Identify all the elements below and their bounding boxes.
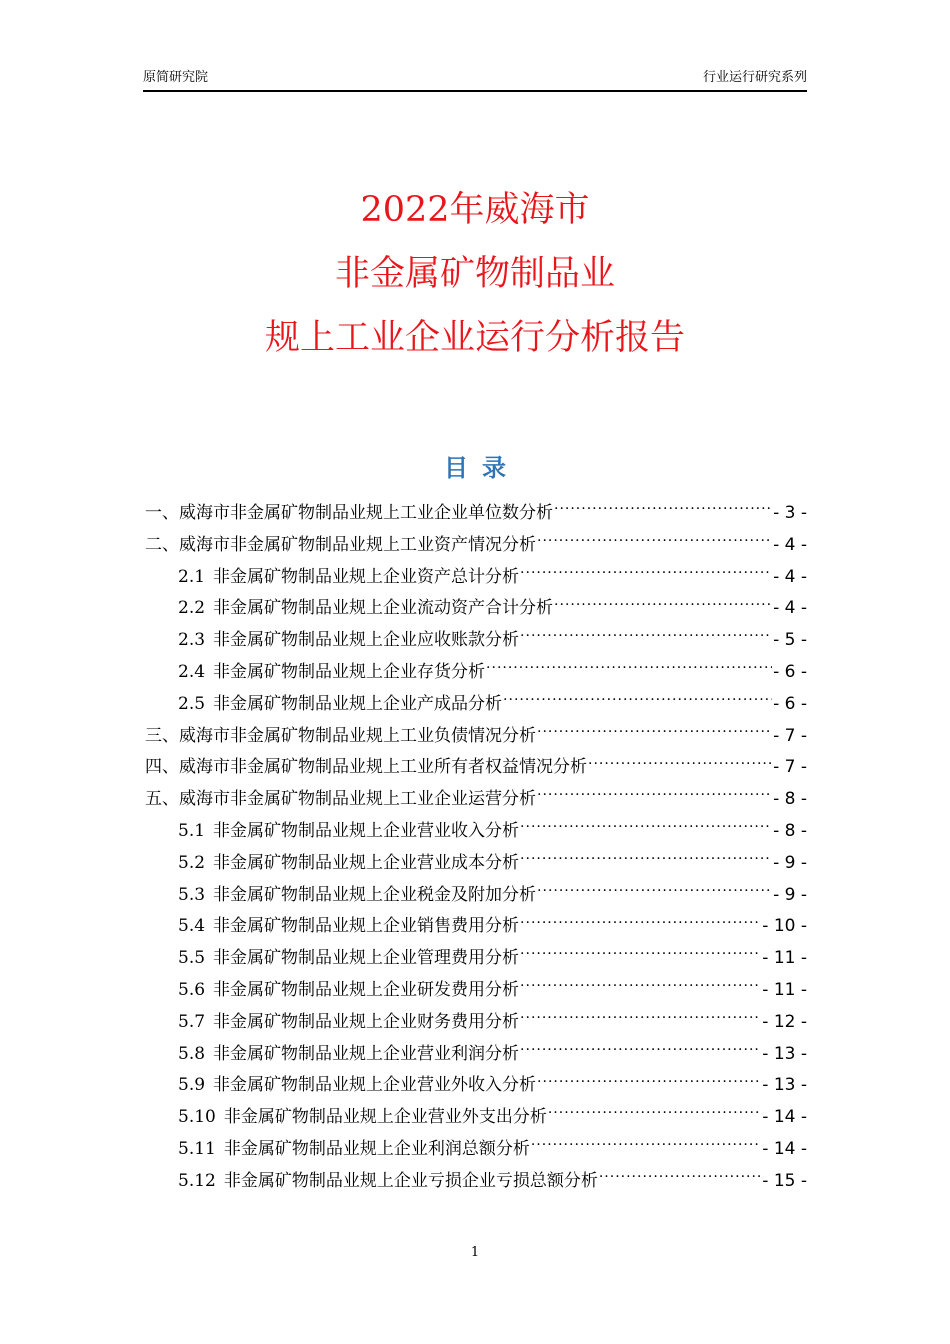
toc-entry[interactable] <box>145 848 807 880</box>
toc-dot-leader <box>503 689 772 709</box>
toc-entry-number: 5.11 <box>178 1138 216 1159</box>
toc-entry-page: - 6 - <box>773 693 807 714</box>
toc-entry-page: - 15 - <box>762 1170 807 1191</box>
toc-entry-page: - 7 - <box>773 725 807 746</box>
toc-entry-number: 5.6 <box>178 979 206 1000</box>
toc-entry[interactable] <box>145 530 807 562</box>
toc-entry-page: - 8 - <box>773 789 807 810</box>
title-line-1: 2022年威海市 <box>360 190 590 230</box>
toc-entry[interactable] <box>145 880 807 912</box>
report-title <box>0 178 950 370</box>
toc-dot-leader <box>599 1166 761 1186</box>
toc-entry-label: 非金属矿物制品业规上企业营业利润分析 <box>213 1043 520 1064</box>
toc-entry-label: 二、威海市非金属矿物制品业规上工业资产情况分析 <box>145 534 536 555</box>
toc-dot-leader <box>520 562 772 582</box>
table-of-contents <box>145 498 807 1198</box>
toc-entry-number: 5.4 <box>178 916 206 937</box>
toc-entry-page: - 12 - <box>762 1011 807 1032</box>
page-number: 1 <box>470 1245 480 1260</box>
toc-entry-page: - 4 - <box>773 598 807 619</box>
toc-entry-page: - 14 - <box>762 1138 807 1159</box>
page-header <box>143 66 807 92</box>
header-series: 行业运行研究系列 <box>702 70 807 85</box>
toc-entry-label: 五、威海市非金属矿物制品业规上工业企业运营分析 <box>145 789 536 810</box>
toc-entry-label: 非金属矿物制品业规上企业营业外收入分析 <box>213 1075 537 1096</box>
toc-entry[interactable] <box>145 1070 807 1102</box>
toc-entry[interactable] <box>145 1134 807 1166</box>
title-line-3: 规上工业企业运行分析报告 <box>264 318 685 358</box>
toc-entry-page: - 4 - <box>773 566 807 587</box>
toc-entry-number: 5.7 <box>178 1011 206 1032</box>
toc-dot-leader <box>520 1039 761 1059</box>
toc-dot-leader <box>531 1134 761 1154</box>
toc-entry[interactable] <box>145 943 807 975</box>
toc-entry-label: 非金属矿物制品业规上企业产成品分析 <box>213 693 503 714</box>
toc-entry-number: 5.10 <box>178 1107 216 1128</box>
toc-dot-leader <box>520 975 761 995</box>
toc-entry-label: 四、威海市非金属矿物制品业规上工业所有者权益情况分析 <box>145 757 587 778</box>
toc-dot-leader <box>537 1070 761 1090</box>
toc-entry-number: 5.3 <box>178 884 206 905</box>
toc-entry[interactable] <box>145 721 807 753</box>
header-publisher: 原简研究院 <box>143 70 209 85</box>
toc-entry-page: - 11 - <box>762 948 807 969</box>
toc-entry[interactable] <box>145 911 807 943</box>
toc-dot-leader <box>554 498 772 518</box>
toc-entry[interactable] <box>145 1007 807 1039</box>
toc-entry[interactable] <box>145 689 807 721</box>
toc-dot-leader <box>520 848 772 868</box>
toc-entry-page: - 6 - <box>773 661 807 682</box>
toc-entry-page: - 3 - <box>773 503 807 523</box>
toc-entry-label: 非金属矿物制品业规上企业销售费用分析 <box>213 916 520 937</box>
toc-entry[interactable] <box>145 752 807 784</box>
toc-dot-leader <box>537 880 772 900</box>
toc-entry-number: 5.8 <box>178 1043 206 1064</box>
toc-dot-leader <box>537 530 772 550</box>
toc-entry-number: 2.4 <box>178 661 206 682</box>
toc-entry-page: - 11 - <box>762 979 807 1000</box>
toc-dot-leader <box>537 784 772 804</box>
toc-entry[interactable] <box>145 784 807 816</box>
toc-entry[interactable] <box>145 975 807 1007</box>
toc-entry-label: 非金属矿物制品业规上企业流动资产合计分析 <box>213 598 554 619</box>
toc-entry-number: 5.12 <box>178 1170 216 1191</box>
toc-entry-page: - 5 - <box>773 630 807 651</box>
toc-heading: 目录 <box>444 454 520 482</box>
toc-entry-label: 非金属矿物制品业规上企业营业收入分析 <box>213 820 520 841</box>
toc-dot-leader <box>520 816 772 836</box>
toc-dot-leader <box>486 657 772 677</box>
toc-entry[interactable] <box>145 593 807 625</box>
toc-dot-leader <box>520 1007 761 1027</box>
toc-entry[interactable] <box>145 816 807 848</box>
toc-entry-page: - 9 - <box>773 884 807 905</box>
toc-entry-label: 非金属矿物制品业规上企业财务费用分析 <box>213 1011 520 1032</box>
toc-entry-label: 非金属矿物制品业规上企业营业外支出分析 <box>223 1107 547 1128</box>
toc-entry-page: - 9 - <box>773 852 807 873</box>
toc-entry[interactable] <box>145 1102 807 1134</box>
toc-entry[interactable] <box>145 625 807 657</box>
toc-dot-leader <box>520 943 761 963</box>
toc-entry-number: 2.3 <box>178 630 206 651</box>
toc-entry-page: - 4 - <box>773 534 807 555</box>
toc-entry-label: 非金属矿物制品业规上企业管理费用分析 <box>213 948 520 969</box>
toc-entry-number: 2.2 <box>178 598 206 619</box>
toc-dot-leader <box>520 625 772 645</box>
toc-entry-label: 非金属矿物制品业规上企业利润总额分析 <box>223 1138 530 1159</box>
toc-entry-label: 非金属矿物制品业规上企业营业成本分析 <box>213 852 520 873</box>
toc-entry-number: 5.1 <box>178 820 206 841</box>
toc-dot-leader <box>588 752 772 772</box>
toc-entry-label: 非金属矿物制品业规上企业资产总计分析 <box>213 566 520 587</box>
toc-entry-page: - 14 - <box>762 1107 807 1128</box>
toc-entry-page: - 8 - <box>773 820 807 841</box>
toc-entry[interactable] <box>145 562 807 594</box>
toc-entry-label: 非金属矿物制品业规上企业存货分析 <box>213 661 486 682</box>
toc-dot-leader <box>548 1102 761 1122</box>
toc-entry-page: - 10 - <box>762 916 807 937</box>
toc-entry-number: 2.1 <box>178 566 206 587</box>
toc-entry-number: 5.5 <box>178 948 206 969</box>
toc-entry-page: - 13 - <box>762 1043 807 1064</box>
toc-entry-number: 5.9 <box>178 1075 206 1096</box>
toc-dot-leader <box>520 911 761 931</box>
toc-entry[interactable] <box>145 657 807 689</box>
toc-entry-label: 非金属矿物制品业规上企业税金及附加分析 <box>213 884 537 905</box>
toc-entry-label: 非金属矿物制品业规上企业应收账款分析 <box>213 630 520 651</box>
toc-entry-label: 非金属矿物制品业规上企业亏损企业亏损总额分析 <box>223 1170 598 1191</box>
toc-entry-page: - 13 - <box>762 1075 807 1096</box>
toc-entry[interactable] <box>145 1166 807 1198</box>
toc-entry-label: 三、威海市非金属矿物制品业规上工业负债情况分析 <box>145 725 536 746</box>
toc-dot-leader <box>554 593 772 613</box>
toc-entry-label: 非金属矿物制品业规上企业研发费用分析 <box>213 979 520 1000</box>
toc-dot-leader <box>537 721 772 741</box>
title-line-2: 非金属矿物制品业 <box>334 254 615 294</box>
toc-entry-page: - 7 - <box>773 757 807 778</box>
toc-entry-number: 2.5 <box>178 693 206 714</box>
toc-entry[interactable] <box>145 498 807 530</box>
toc-entry-number: 5.2 <box>178 852 206 873</box>
toc-entry[interactable] <box>145 1039 807 1071</box>
toc-entry-label: 一、威海市非金属矿物制品业规上工业企业单位数分析 <box>145 503 553 523</box>
